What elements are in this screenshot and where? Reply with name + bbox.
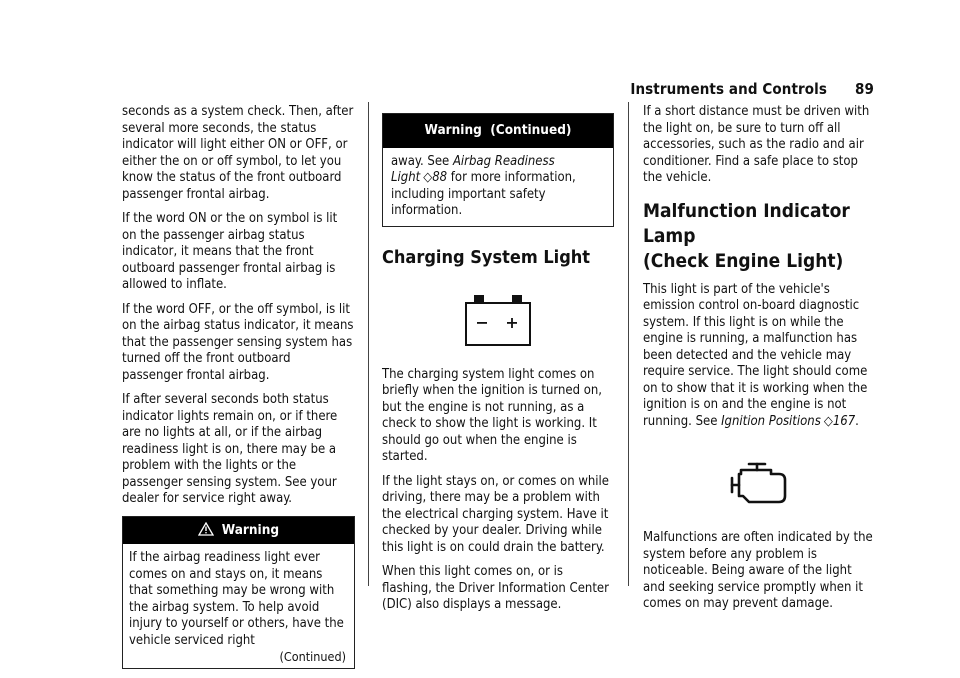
warning-text bbox=[391, 154, 605, 220]
check-engine-icon bbox=[643, 460, 875, 508]
paragraph: If the word OFF, or the off symbol, is lit on the airbag status indicator, it means that the passenger sensing system has turned off the front outboard passenger frontal airbag. bbox=[122, 301, 354, 383]
heading-line: Malfunction Indicator Lamp bbox=[643, 199, 850, 247]
paragraph: When this light comes on, or is flashing, the Driver Information Center (DIC) also displays a message. bbox=[382, 564, 609, 612]
column-divider bbox=[368, 102, 369, 586]
paragraph: If a short distance must be driven with the light on, be sure to turn off all accessories, such as the radio and air conditioner. Find a safe place to stop the vehicle. bbox=[643, 104, 870, 185]
paragraph: If the light stays on, or comes on while driving, there may be a problem with the electrical charging system. Have it checked by your dealer. Driving while this light is on could drain the battery. bbox=[382, 473, 609, 555]
paragraph: Malfunctions are often indicated by the system before any problem is noticeable. Being aware of the light and seeking service promptly when it comes on may prevent damage. bbox=[643, 530, 873, 611]
page-ref-icon: ◇ bbox=[823, 413, 833, 429]
section-heading: Charging System Light bbox=[382, 246, 591, 268]
paragraph-text: This light is part of the vehicle's emission control on-board diagnostic system. If this light is on while the engine is running, a malfunction has been detected and the vehicle may require service. The light should come on to show that it is working when the ignition is on and the engine is not running. See bbox=[643, 281, 868, 429]
battery-icon bbox=[382, 295, 614, 347]
column-divider bbox=[628, 102, 629, 586]
warning-title: Warning bbox=[221, 521, 280, 538]
warning-text-end: for more information, including important safety information. bbox=[391, 170, 576, 218]
paragraph-text-end: . bbox=[855, 413, 859, 429]
paragraph bbox=[643, 282, 875, 431]
warning-text-start: away. See bbox=[391, 153, 453, 169]
cross-reference-link[interactable]: Airbag Readiness Light bbox=[391, 153, 555, 185]
column-3 bbox=[643, 104, 875, 621]
section-heading bbox=[643, 199, 875, 274]
page-ref-icon: ◇ bbox=[423, 170, 433, 185]
warning-header: Warning (Continued) bbox=[383, 114, 613, 148]
cross-reference-link[interactable]: Ignition Positions bbox=[721, 413, 821, 429]
paragraph: If after several seconds both status indicator lights remain on, or if there are no lights at all, or if the airbag readiness light is on, there may be a problem with the lights or the passenger sensing system. See your dealer for service right away. bbox=[122, 392, 338, 506]
warning-box bbox=[122, 516, 355, 669]
page-ref-number[interactable]: 167 bbox=[832, 413, 856, 429]
paragraph: The charging system light comes on briefly when the ignition is turned on, but the engine is not running, as a check to show the light is working. It should go out when the engine is started. bbox=[382, 366, 603, 464]
paragraph: seconds as a system check. Then, after several more seconds, the status indicator will light either ON or OFF, or either the on or off symbol, to let you know the status of the front outboard passenger frontal airbag. bbox=[122, 104, 354, 202]
warning-text: If the airbag readiness light ever comes on and stays on, it means that something may be wrong with the airbag system. To help avoid injury to yourself or others, have the vehicle serviced right bbox=[129, 550, 344, 648]
column-2 bbox=[382, 113, 614, 622]
page-ref-number[interactable]: 88 bbox=[432, 170, 448, 185]
warning-box-continued bbox=[382, 113, 614, 227]
page-number: 89 bbox=[855, 80, 874, 98]
heading-line: (Check Engine Light) bbox=[643, 249, 844, 272]
page-header bbox=[630, 80, 874, 98]
warning-triangle-icon bbox=[198, 522, 218, 538]
continued-label: (Continued) bbox=[279, 649, 346, 664]
paragraph: If the word ON or the on symbol is lit on the passenger airbag status indicator, it means that the front outboard passenger frontal airbag is allowed to inflate. bbox=[122, 211, 338, 292]
warning-header bbox=[123, 517, 354, 545]
section-title: Instruments and Controls bbox=[630, 80, 828, 98]
column-1 bbox=[122, 104, 355, 669]
